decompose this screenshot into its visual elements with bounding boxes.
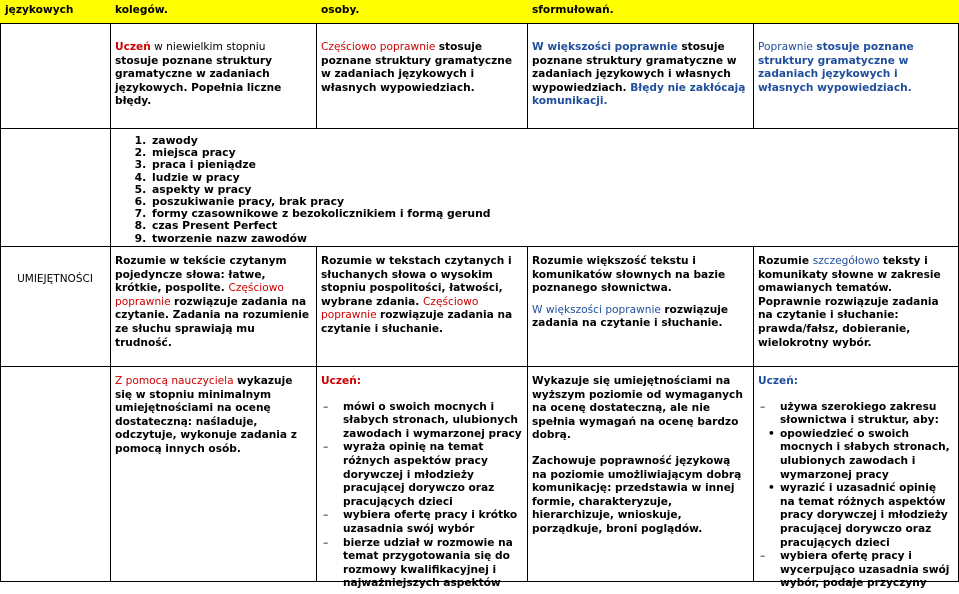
row-divider	[0, 246, 959, 247]
list-item	[321, 537, 522, 591]
grammar-qualifier: Poprawnie	[758, 41, 817, 53]
speaking-text: Wykazuje się umiejętnościami na wyższym poziomie od wymaganych na ocenę dostateczną, ale nie spełnia wymagań na ocenę bardzo dobrą.	[532, 375, 743, 442]
row-divider	[0, 128, 959, 129]
speaking-qualifier: Z pomocą nauczyciela	[115, 375, 237, 387]
list-item: 9. tworzenie nazw zawodów	[150, 233, 491, 245]
speaking-sublist	[758, 428, 954, 550]
grammar-text: stosuje poznane struktury gramatyczne w zadaniach językowych i własnych wypowiedziach.	[532, 41, 737, 94]
bullet-marker: •	[768, 427, 775, 440]
skills-label: UMIEJĘTNOŚCI	[17, 273, 93, 285]
reading-qualifier: Częściowo poprawnie	[115, 282, 284, 308]
grammar-cell-4	[753, 38, 959, 98]
list-item	[758, 550, 954, 591]
list-item-text: wyrazić i uzasadnić opinię na temat różnych aspektów pracy dorywczej i młodzieży pracującej dorywczo oraz pracujących dzieci	[780, 482, 948, 549]
grammar-qualifier: w niewielkim stopniu	[150, 41, 266, 53]
list-item-text: bierze udział w rozmowie na temat przygotowania się do rozmowy kwalifikacyjnej i najważniejszych aspektów	[343, 536, 513, 590]
dash-marker: –	[323, 400, 329, 413]
speaking-text: wykazuje się w stopniu minimalnym umiejętnościami na ocenę dostateczną: naśladuje, odczytuje, wykonuje zadania z pomocą innych osób.	[115, 375, 297, 455]
list-item: 8. czas Present Perfect	[150, 220, 491, 232]
grammar-qualifier: W większości poprawnie	[532, 41, 682, 53]
reading-text: teksty i komunikaty słowne w zakresie omawianych tematów. Poprawnie rozwiązuje zadania na czytanie i słuchanie: prawda/fałsz, dobieranie, wielokrotny wybór.	[758, 255, 941, 349]
grammar-cell-3	[527, 38, 753, 112]
bullet-marker: •	[768, 482, 775, 495]
list-item	[321, 509, 522, 536]
grammar-text: stosuje poznane struktury gramatyczne w zadaniach językowych i własnych wypowiedziach.	[321, 41, 513, 94]
speaking-text: Zachowuje poprawność językową na poziomie umożliwiającym dobrą komunikację: przedstawia w innej formie, charakteryzuje, hierarchizuje, wnioskuje, porządkuje, broni poglądów.	[532, 454, 742, 535]
header-cell: sformułowań.	[527, 0, 753, 23]
list-item: 3. praca i pieniądze	[150, 159, 491, 171]
list-item: 5. aspekty w pracy	[150, 184, 491, 196]
list-item	[321, 401, 522, 442]
list-item	[321, 441, 522, 509]
reading-cell-3	[527, 252, 753, 334]
reading-text: rozwiązuje zadania na czytanie i słuchanie.	[532, 303, 729, 330]
speaking-head: Uczeń:	[758, 375, 799, 387]
reading-cell-2	[316, 252, 527, 340]
dash-marker: –	[323, 441, 329, 454]
reading-text: rozwiązuje zadania na czytanie i słuchanie.	[321, 309, 513, 335]
list-item: 7. formy czasownikowe z bezokolicznikiem i formą gerund	[150, 208, 491, 220]
grammar-cell-1	[110, 38, 316, 112]
grammar-subject: Uczeń	[115, 41, 151, 53]
reading-cell-1	[110, 252, 316, 353]
reading-cell-4	[753, 252, 959, 353]
list-item-text: mówi o swoich mocnych i słabych stronach, ulubionych zawodach i wymarzonej pracy	[343, 400, 522, 440]
list-item	[758, 401, 954, 428]
list-item: 1. zawody	[150, 135, 491, 147]
reading-paragraph	[532, 304, 748, 331]
dash-marker: –	[323, 536, 329, 549]
list-item-text: wyraża opinię na temat różnych aspektów pracy dorywczej i młodzieży pracującej dorywczo oraz pracujących dzieci	[343, 441, 495, 508]
speaking-cell-1	[110, 372, 316, 460]
header-cell: osoby.	[316, 0, 527, 23]
list-item-text: wybiera ofertę pracy i wycerpująco uzasadnia swój wybór, podaje przyczyny	[780, 550, 950, 590]
dash-marker: –	[760, 400, 766, 413]
topics-list	[124, 135, 491, 245]
list-item-text: wybiera ofertę pracy i krótko uzasadnia swój wybór	[343, 509, 518, 535]
speaking-list	[321, 401, 522, 591]
reading-qualifier: W większości poprawnie	[532, 303, 665, 316]
speaking-head: Uczeń:	[321, 375, 362, 387]
dash-marker: –	[323, 509, 329, 522]
reading-text: rozwiązuje zadania na czytanie. Zadania na rozumienie ze słuchu sprawiają mu trudność.	[115, 295, 310, 349]
speaking-cell-2	[316, 372, 527, 594]
list-item-text: używa szerokiego zakresu słownictwa i struktur, aby:	[780, 400, 939, 427]
reading-text: Rozumie w tekście czytanym pojedyncze słowa: łatwe, krótkie, pospolite.	[115, 255, 287, 295]
row-divider	[0, 366, 959, 367]
reading-text: Rozumie w tekstach czytanych i słuchanych słowa o wysokim stopniu pospolitości, łatwości, wybrane zdania.	[321, 255, 512, 308]
speaking-list	[758, 550, 954, 591]
reading-qualifier: Częściowo poprawnie	[321, 295, 479, 322]
grammar-text: stosuje poznane struktury gramatyczne w zadaniach językowych i własnych wypowiedziach.	[758, 41, 914, 94]
list-item	[768, 482, 954, 550]
dash-marker: –	[760, 550, 766, 563]
list-item: 4. ludzie w pracy	[150, 172, 491, 184]
reading-text: Rozumie większość tekstu i komunikatów słownych na bazie poznanego słownictwa.	[532, 255, 726, 295]
row-divider	[0, 23, 959, 24]
list-item-text: opowiedzieć o swoich mocnych i słabych stronach, ulubionych zawodach i wymarzonej pracy	[780, 427, 950, 481]
speaking-cell-4	[753, 372, 959, 594]
list-item	[768, 428, 954, 482]
reading-text: Rozumie	[758, 255, 813, 267]
grammar-qualifier: Częściowo poprawnie	[321, 41, 439, 53]
list-item: 2. miejsca pracy	[150, 147, 491, 159]
header-cell	[753, 0, 959, 23]
col-divider	[0, 0, 1, 582]
speaking-list	[758, 401, 954, 428]
reading-qualifier: szczegółowo	[812, 255, 883, 267]
header-cell: kolegów.	[110, 0, 316, 23]
header-cell: językowych	[0, 0, 110, 23]
grammar-cell-2	[316, 38, 527, 98]
grammar-note: Błędy nie zakłócają komunikacji.	[532, 81, 746, 108]
speaking-cell-3	[527, 372, 753, 540]
grammar-text: stosuje poznane struktury gramatyczne w zadaniach językowych. Popełnia liczne błędy.	[115, 54, 282, 108]
list-item: 6. poszukiwanie pracy, brak pracy	[150, 196, 491, 208]
